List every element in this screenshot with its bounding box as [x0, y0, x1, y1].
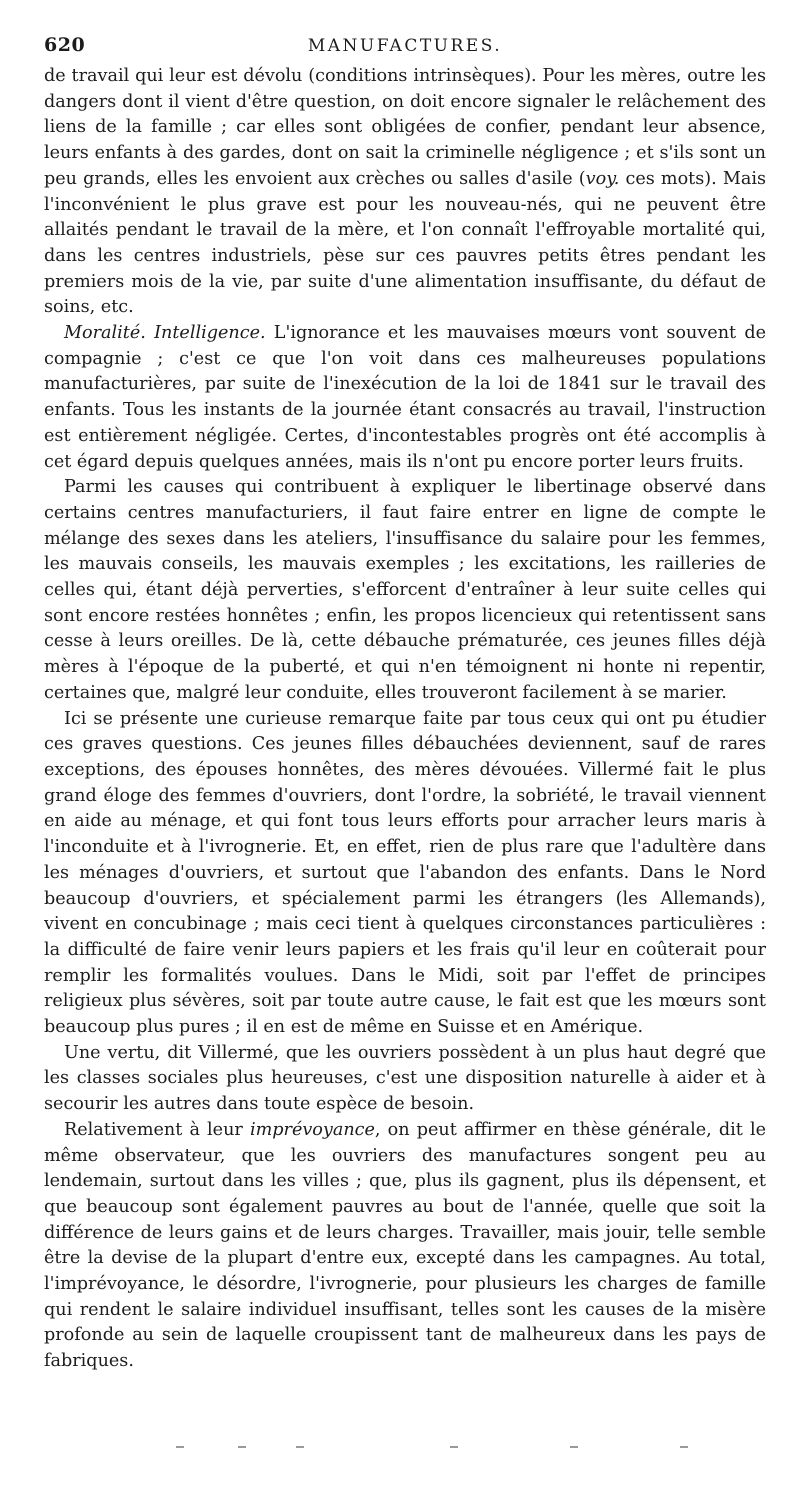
body-text	[44, 64, 766, 1375]
paragraph-1-text-2: ces mots). Mais l'inconvénient le plus grave est pour les nouveau-nés, qui ne peuvent être allaités pendant le travail de la mère, et l'on connaît l'effroyable mortalité qui, dans les centres industriels, pèse sur ces pauvres petits êtres pendant les premiers mois de la vie, par suite d'une alimentation insuffisante, du défaut de soins, etc.	[44, 168, 766, 318]
paragraph-4-text: Ici se présente une curieuse remarque faite par tous ceux qui ont pu étudier ces graves questions. Ces jeunes filles débauchées deviennent, sauf de rares exceptions, des épouses honnêtes, des mères dévouées. Villermé fait le plus grand éloge des femmes d'ouvriers, dont l'ordre, la sobriété, le travail viennent en aide au ménage, et qui font tous leurs efforts pour arracher leurs maris à l'inconduite et à l'ivrognerie. Et, en effet, rien de plus rare que l'adultère dans les ménages d'ouvriers, et surtout que l'abandon des enfants. Dans le Nord beaucoup d'ouvriers, et spécialement parmi les étrangers (les Allemands), vivent en concubinage ; mais ceci tient à quelques circonstances particulières : la difficulté de faire venir leurs papiers et les frais qu'il leur en coûterait pour remplir les formalités voulues. Dans le Midi, soit par l'effet de principes religieux plus sévères, soit par toute autre cause, le fait est que les mœurs sont beaucoup plus pures ; il en est de même en Suisse et en Amérique.	[44, 708, 766, 1038]
print-mark	[296, 1446, 304, 1448]
paragraph-2	[44, 321, 766, 475]
print-mark	[570, 1446, 578, 1448]
paragraph-5	[44, 1041, 766, 1118]
page-number: 620	[44, 34, 86, 56]
paragraph-5-text: Une vertu, dit Villermé, que les ouvriers possèdent à un plus haut degré que les classes sociales plus heureuses, c'est une disposition naturelle à aider et à secourir les autres dans toute espèce de besoin.	[44, 1042, 766, 1115]
paragraph-6	[44, 1118, 766, 1375]
print-mark	[680, 1446, 688, 1448]
paragraph-1-italic-voy: voy.	[585, 168, 620, 189]
print-mark	[238, 1446, 246, 1448]
print-mark	[176, 1446, 184, 1448]
paragraph-4	[44, 707, 766, 1041]
paragraph-6-text-2: , on peut affirmer en thèse générale, dit le même observateur, que les ouvriers des manufactures songent peu au lendemain, surtout dans les villes ; que, plus ils gagnent, plus ils dépensent, et que beaucoup sont également pauvres au bout de l'année, quelle que soit la différence de leurs gains et de leurs charges. Travailler, mais jouir, telle semble être la devise de la plupart d'entre eux, excepté dans les campagnes. Au total, l'imprévoyance, le désordre, l'ivrognerie, pour plusieurs les charges de famille qui rendent le salaire individuel insuffisant, telles sont les causes de la misère profonde au sein de laquelle croupissent tant de malheureux dans les pays de fabriques.	[44, 1119, 766, 1372]
page-header	[44, 30, 766, 64]
footer-print-marks	[150, 1446, 710, 1452]
print-mark	[450, 1446, 458, 1448]
paragraph-6-italic-imprevoyance: imprévoyance	[249, 1119, 375, 1140]
book-page	[44, 30, 766, 1375]
paragraph-1-text-1: de travail qui leur est dévolu (conditions intrinsèques). Pour les mères, outre les dangers dont il vient d'être question, on doit encore signaler le relâchement des liens de la famille ; car elles sont obligées de confier, pendant leur absence, leurs enfants à des gardes, dont on sait la criminelle négligence ; et s'ils sont un peu grands, elles les envoient aux crèches ou salles d'asile (	[44, 66, 766, 189]
running-title: MANUFACTURES.	[307, 36, 503, 56]
paragraph-1	[44, 64, 766, 321]
paragraph-3	[44, 475, 766, 706]
paragraph-2-text: L'ignorance et les mauvaises mœurs vont souvent de compagnie ; c'est ce que l'on voit dans ces malheureuses populations manufacturières, par suite de l'inexécution de la loi de 1841 sur le travail des enfants. Tous les instants de la journée étant consacrés au travail, l'instruction est entièrement négligée. Certes, d'incontestables progrès ont été accomplis à cet égard depuis quelques années, mais ils n'ont pu encore porter leurs fruits.	[44, 323, 766, 472]
paragraph-2-heading: Moralité. Intelligence.	[64, 323, 266, 344]
paragraph-3-text: Parmi les causes qui contribuent à expliquer le libertinage observé dans certains centres manufacturiers, il faut faire entrer en ligne de compte le mélange des sexes dans les ateliers, l'insuffisance du salaire pour les femmes, les mauvais conseils, les mauvais exemples ; les excitations, les railleries de celles qui, étant déjà perverties, s'efforcent d'entraîner à leur suite celles qui sont encore restées honnêtes ; enfin, les propos licencieux qui retentissent sans cesse à leurs oreilles. De là, cette débauche prématurée, ces jeunes filles déjà mères à l'époque de la puberté, et qui n'en témoignent ni honte ni repentir, certaines que, malgré leur conduite, elles trouveront facilement à se marier.	[44, 477, 766, 703]
paragraph-6-text-1: Relativement à leur	[64, 1119, 250, 1140]
